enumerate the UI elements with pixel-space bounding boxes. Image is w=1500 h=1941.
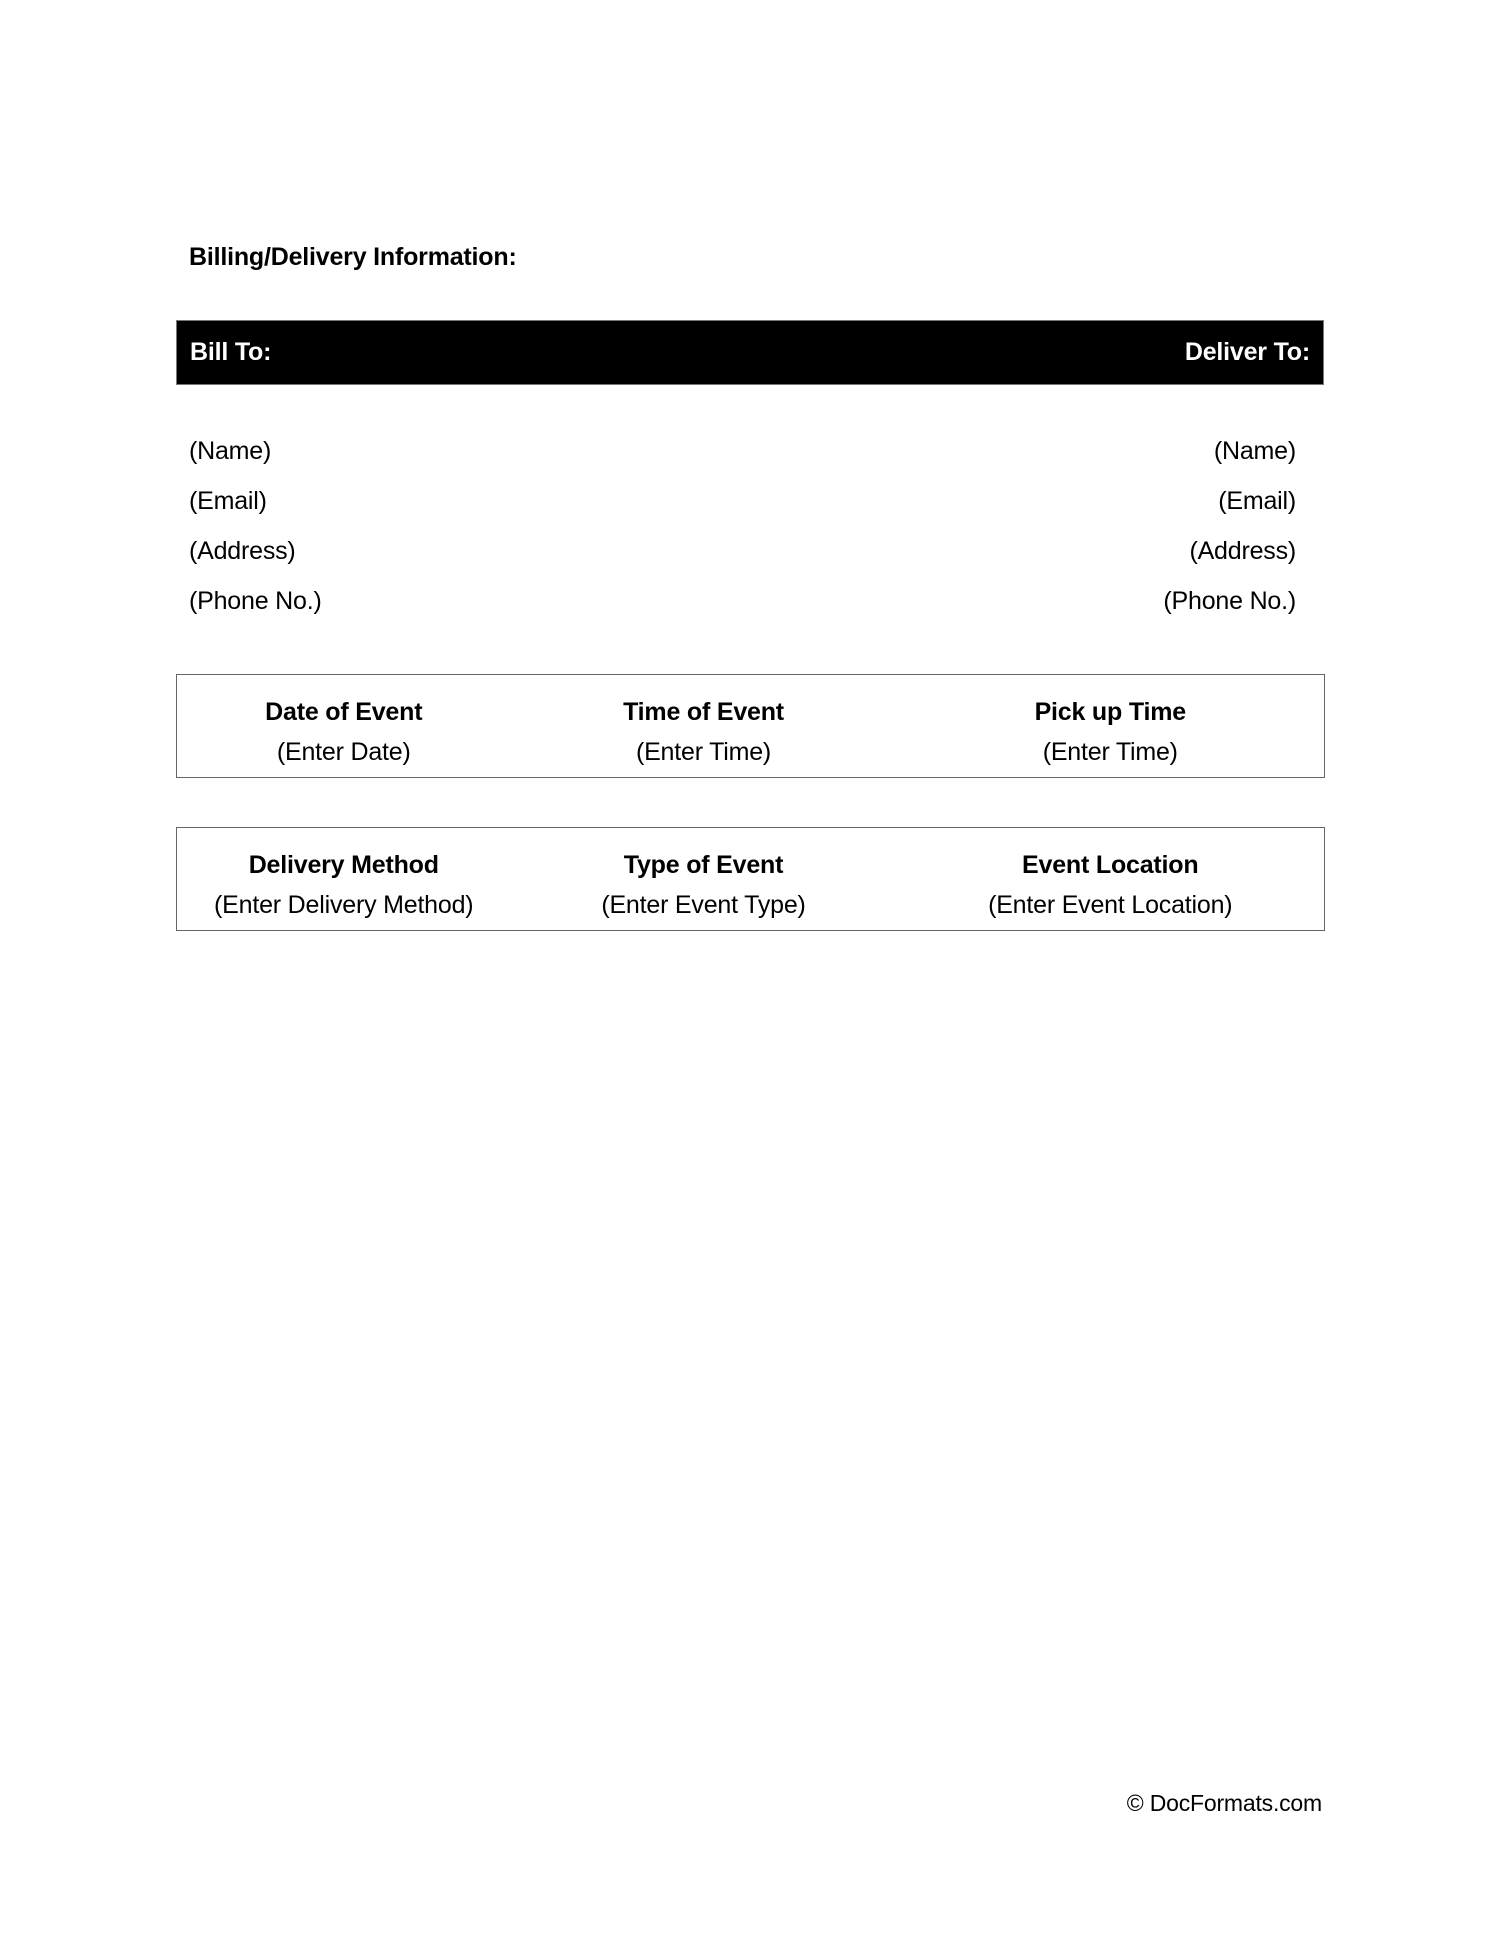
delivery-method-header: Delivery Method <box>248 851 439 879</box>
deliver-to-fields <box>1163 426 1296 626</box>
deliver-to-name-field[interactable]: (Name) <box>1213 437 1296 465</box>
table-header-row <box>177 828 1325 881</box>
deliver-to-phone-field[interactable]: (Phone No.) <box>1163 587 1296 615</box>
event-location-header: Event Location <box>1022 851 1199 879</box>
copyright-footer: © DocFormats.com <box>1126 1790 1322 1816</box>
deliver-to-email-field[interactable]: (Email) <box>1218 487 1296 515</box>
type-of-event-header: Type of Event <box>623 851 784 879</box>
time-of-event-value[interactable]: (Enter Time) <box>635 737 772 766</box>
bill-to-name-field[interactable]: (Name) <box>189 437 272 465</box>
bill-to-fields <box>189 426 322 626</box>
event-schedule-table <box>176 674 1325 778</box>
table-row <box>177 727 1325 778</box>
type-of-event-value[interactable]: (Enter Event Type) <box>601 890 806 919</box>
billing-header-bar <box>176 320 1324 385</box>
bill-to-phone-field[interactable]: (Phone No.) <box>189 587 322 615</box>
table-row <box>177 880 1325 931</box>
date-of-event-value[interactable]: (Enter Date) <box>276 737 411 766</box>
event-details-table <box>176 827 1325 931</box>
deliver-to-address-field[interactable]: (Address) <box>1189 537 1296 565</box>
delivery-method-value[interactable]: (Enter Delivery Method) <box>214 890 474 919</box>
event-location-value[interactable]: (Enter Event Location) <box>988 890 1233 919</box>
section-title: Billing/Delivery Information: <box>189 243 517 271</box>
bill-to-email-field[interactable]: (Email) <box>189 487 267 515</box>
bill-to-label: Bill To: <box>190 338 272 366</box>
deliver-to-label: Deliver To: <box>1184 338 1310 366</box>
bill-to-address-field[interactable]: (Address) <box>189 537 296 565</box>
time-of-event-header: Time of Event <box>623 698 784 726</box>
pick-up-time-value[interactable]: (Enter Time) <box>1042 737 1178 766</box>
pick-up-time-header: Pick up Time <box>1034 698 1186 726</box>
table-header-row <box>177 675 1325 728</box>
date-of-event-header: Date of Event <box>265 698 423 726</box>
